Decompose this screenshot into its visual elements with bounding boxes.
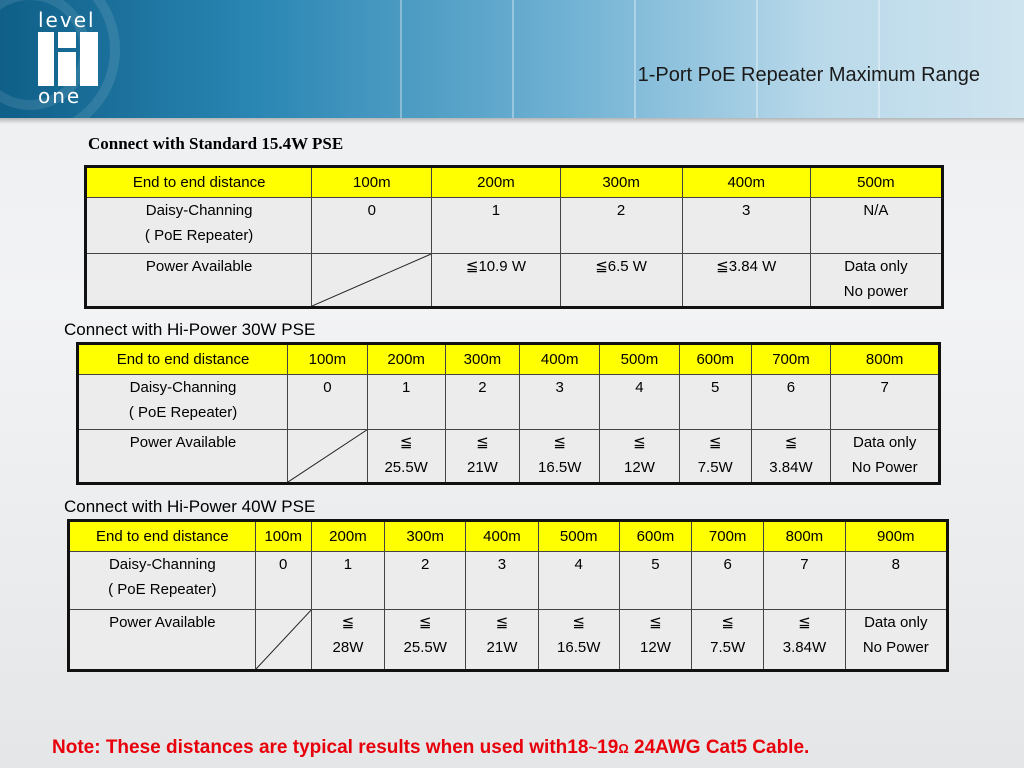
row-label-line: ( PoE Repeater) — [108, 581, 217, 598]
row-label — [69, 552, 256, 610]
table-cell — [692, 610, 764, 671]
header-cell: 600m — [619, 521, 691, 552]
table-header-row — [78, 344, 940, 375]
table-cell: 4 — [538, 552, 619, 610]
header-cell: 200m — [367, 344, 445, 375]
row-label-line: ( PoE Repeater) — [144, 227, 254, 244]
cell-value: 16.5W — [538, 459, 582, 476]
ohm-symbol: Ω — [618, 741, 629, 756]
table-row-daisy — [78, 375, 940, 430]
row-label-line: Daisy-Channing — [145, 202, 253, 219]
header-cell: 300m — [385, 521, 466, 552]
slide-title: 1-Port PoE Repeater Maximum Range — [637, 64, 980, 86]
le-symbol: ≦ — [476, 434, 489, 451]
table-30w-pse — [76, 342, 941, 485]
header-cell: 400m — [466, 521, 538, 552]
le-symbol: ≦ — [418, 614, 432, 631]
header-cell: 100m — [255, 521, 311, 552]
le-symbol: ≦ — [341, 614, 355, 631]
header-cell: 800m — [764, 521, 845, 552]
table-cell: 5 — [619, 552, 691, 610]
logo-icon — [38, 32, 98, 86]
table-cell: 0 — [312, 198, 432, 254]
table-row-power — [86, 254, 943, 308]
header-cell: 200m — [311, 521, 384, 552]
banner-decoration — [634, 0, 756, 118]
row-label-line: Daisy-Channing — [108, 556, 216, 573]
footnote — [52, 737, 1012, 759]
row-label — [78, 375, 288, 430]
cell-value: 25.5W — [403, 639, 447, 656]
header-cell: 500m — [810, 167, 942, 198]
banner-decoration — [400, 0, 512, 118]
footnote-number: 19 — [597, 737, 619, 758]
cell-line: Data only — [852, 434, 917, 451]
table-cell: 3 — [520, 375, 600, 430]
header-cell: 300m — [560, 167, 682, 198]
banner-decoration — [878, 0, 1024, 118]
row-label: Power Available — [86, 254, 312, 308]
table-cell — [367, 430, 445, 484]
cell-value: 21W — [467, 459, 498, 476]
le-symbol: ≦ — [553, 434, 566, 451]
table-cell — [466, 610, 538, 671]
table-cell: 2 — [445, 375, 520, 430]
le-symbol: ≦ — [784, 434, 798, 451]
le-symbol: ≦ — [399, 434, 413, 451]
table-40w-pse — [67, 519, 949, 672]
table-cell — [764, 610, 845, 671]
table-cell: 7 — [764, 552, 845, 610]
header-cell: 100m — [312, 167, 432, 198]
cell-value: 21W — [486, 639, 518, 656]
table-cell: 2 — [385, 552, 466, 610]
footnote-text: Note: These distances are typical results when used with18 — [52, 737, 589, 758]
table-cell: 8 — [845, 552, 947, 610]
header-banner — [0, 0, 1024, 118]
table-row-daisy — [69, 552, 948, 610]
cell-value: 12W — [640, 639, 671, 656]
banner-decoration — [512, 0, 634, 118]
le-symbol: ≦ — [721, 614, 734, 631]
table-cell: 4 — [600, 375, 680, 430]
table-header-row — [69, 521, 948, 552]
table-cell: 1 — [311, 552, 384, 610]
header-cell: 800m — [831, 344, 940, 375]
header-cell: 100m — [288, 344, 368, 375]
header-cell: 400m — [520, 344, 600, 375]
section-title-30w-pse: Connect with Hi-Power 30W PSE — [64, 320, 316, 339]
cell-line: Data only — [864, 614, 928, 631]
le-symbol: ≦ — [633, 434, 646, 451]
table-cell — [311, 610, 384, 671]
cell-value: 7.5W — [710, 639, 746, 656]
table-standard-pse — [84, 165, 944, 309]
table-cell — [385, 610, 466, 671]
table-cell — [751, 430, 831, 484]
logo-text-bottom: one — [38, 84, 82, 108]
header-cell: 900m — [845, 521, 947, 552]
table-cell: 7 — [831, 375, 940, 430]
row-label-line: ( PoE Repeater) — [128, 404, 238, 421]
cell-line: No power — [843, 283, 908, 300]
section-title-standard-pse: Connect with Standard 15.4W PSE — [88, 134, 344, 153]
table-cell — [520, 430, 600, 484]
table-header-row — [86, 167, 943, 198]
header-cell: 400m — [682, 167, 810, 198]
table-cell: ≦3.84 W — [682, 254, 810, 308]
diagonal-empty-cell — [255, 610, 311, 671]
table-cell: ≦10.9 W — [432, 254, 560, 308]
cell-line: No Power — [862, 639, 929, 656]
section-title-40w-pse: Connect with Hi-Power 40W PSE — [64, 497, 316, 516]
le-symbol: ≦ — [572, 614, 585, 631]
cell-value: 16.5W — [557, 639, 601, 656]
cell-line: Data only — [844, 258, 908, 275]
cell-value: 12W — [624, 459, 655, 476]
table-cell — [831, 430, 940, 484]
cell-value: 7.5W — [697, 459, 733, 476]
diagonal-empty-cell — [312, 254, 432, 308]
cell-value: 3.84W — [782, 639, 827, 656]
table-cell: 3 — [682, 198, 810, 254]
header-cell: 700m — [751, 344, 831, 375]
footnote-tilde: ~ — [588, 740, 598, 757]
table-cell — [538, 610, 619, 671]
header-cell: 300m — [445, 344, 520, 375]
header-cell: End to end distance — [86, 167, 312, 198]
table-row-power — [78, 430, 940, 484]
table-cell — [679, 430, 751, 484]
row-label: Power Available — [69, 610, 256, 671]
table-cell: 6 — [692, 552, 764, 610]
le-symbol: ≦ — [798, 614, 811, 631]
table-cell: 1 — [367, 375, 445, 430]
cell-value: 3.84W — [769, 459, 813, 476]
table-cell — [445, 430, 520, 484]
row-label: Power Available — [78, 430, 288, 484]
table-row-power — [69, 610, 948, 671]
banner-decoration — [756, 0, 878, 118]
cell-value: 25.5W — [384, 459, 428, 476]
table-cell: N/A — [810, 198, 942, 254]
table-cell: 6 — [751, 375, 831, 430]
header-cell: 500m — [600, 344, 680, 375]
table-cell: 5 — [679, 375, 751, 430]
table-cell: ≦6.5 W — [560, 254, 682, 308]
footnote-tail: 24AWG Cat5 Cable. — [628, 737, 810, 758]
table-cell: 1 — [432, 198, 560, 254]
cell-line: No Power — [851, 459, 918, 476]
le-symbol: ≦ — [649, 614, 662, 631]
header-cell: End to end distance — [69, 521, 256, 552]
header-cell: 600m — [679, 344, 751, 375]
table-cell: 2 — [560, 198, 682, 254]
banner-shadow — [0, 118, 1024, 124]
le-symbol: ≦ — [708, 434, 722, 451]
table-cell: 0 — [255, 552, 311, 610]
table-row-daisy — [86, 198, 943, 254]
row-label — [86, 198, 312, 254]
logo-text-top: level — [38, 8, 96, 32]
table-cell — [845, 610, 947, 671]
le-symbol: ≦ — [495, 614, 509, 631]
table-cell — [810, 254, 942, 308]
header-cell: 500m — [538, 521, 619, 552]
row-label-line: Daisy-Channing — [129, 379, 237, 396]
table-cell — [619, 610, 691, 671]
table-cell: 0 — [288, 375, 368, 430]
diagonal-empty-cell — [288, 430, 368, 484]
cell-value: 28W — [332, 639, 364, 656]
header-cell: End to end distance — [78, 344, 288, 375]
table-cell: 3 — [466, 552, 538, 610]
table-cell — [600, 430, 680, 484]
header-cell: 700m — [692, 521, 764, 552]
header-cell: 200m — [432, 167, 560, 198]
